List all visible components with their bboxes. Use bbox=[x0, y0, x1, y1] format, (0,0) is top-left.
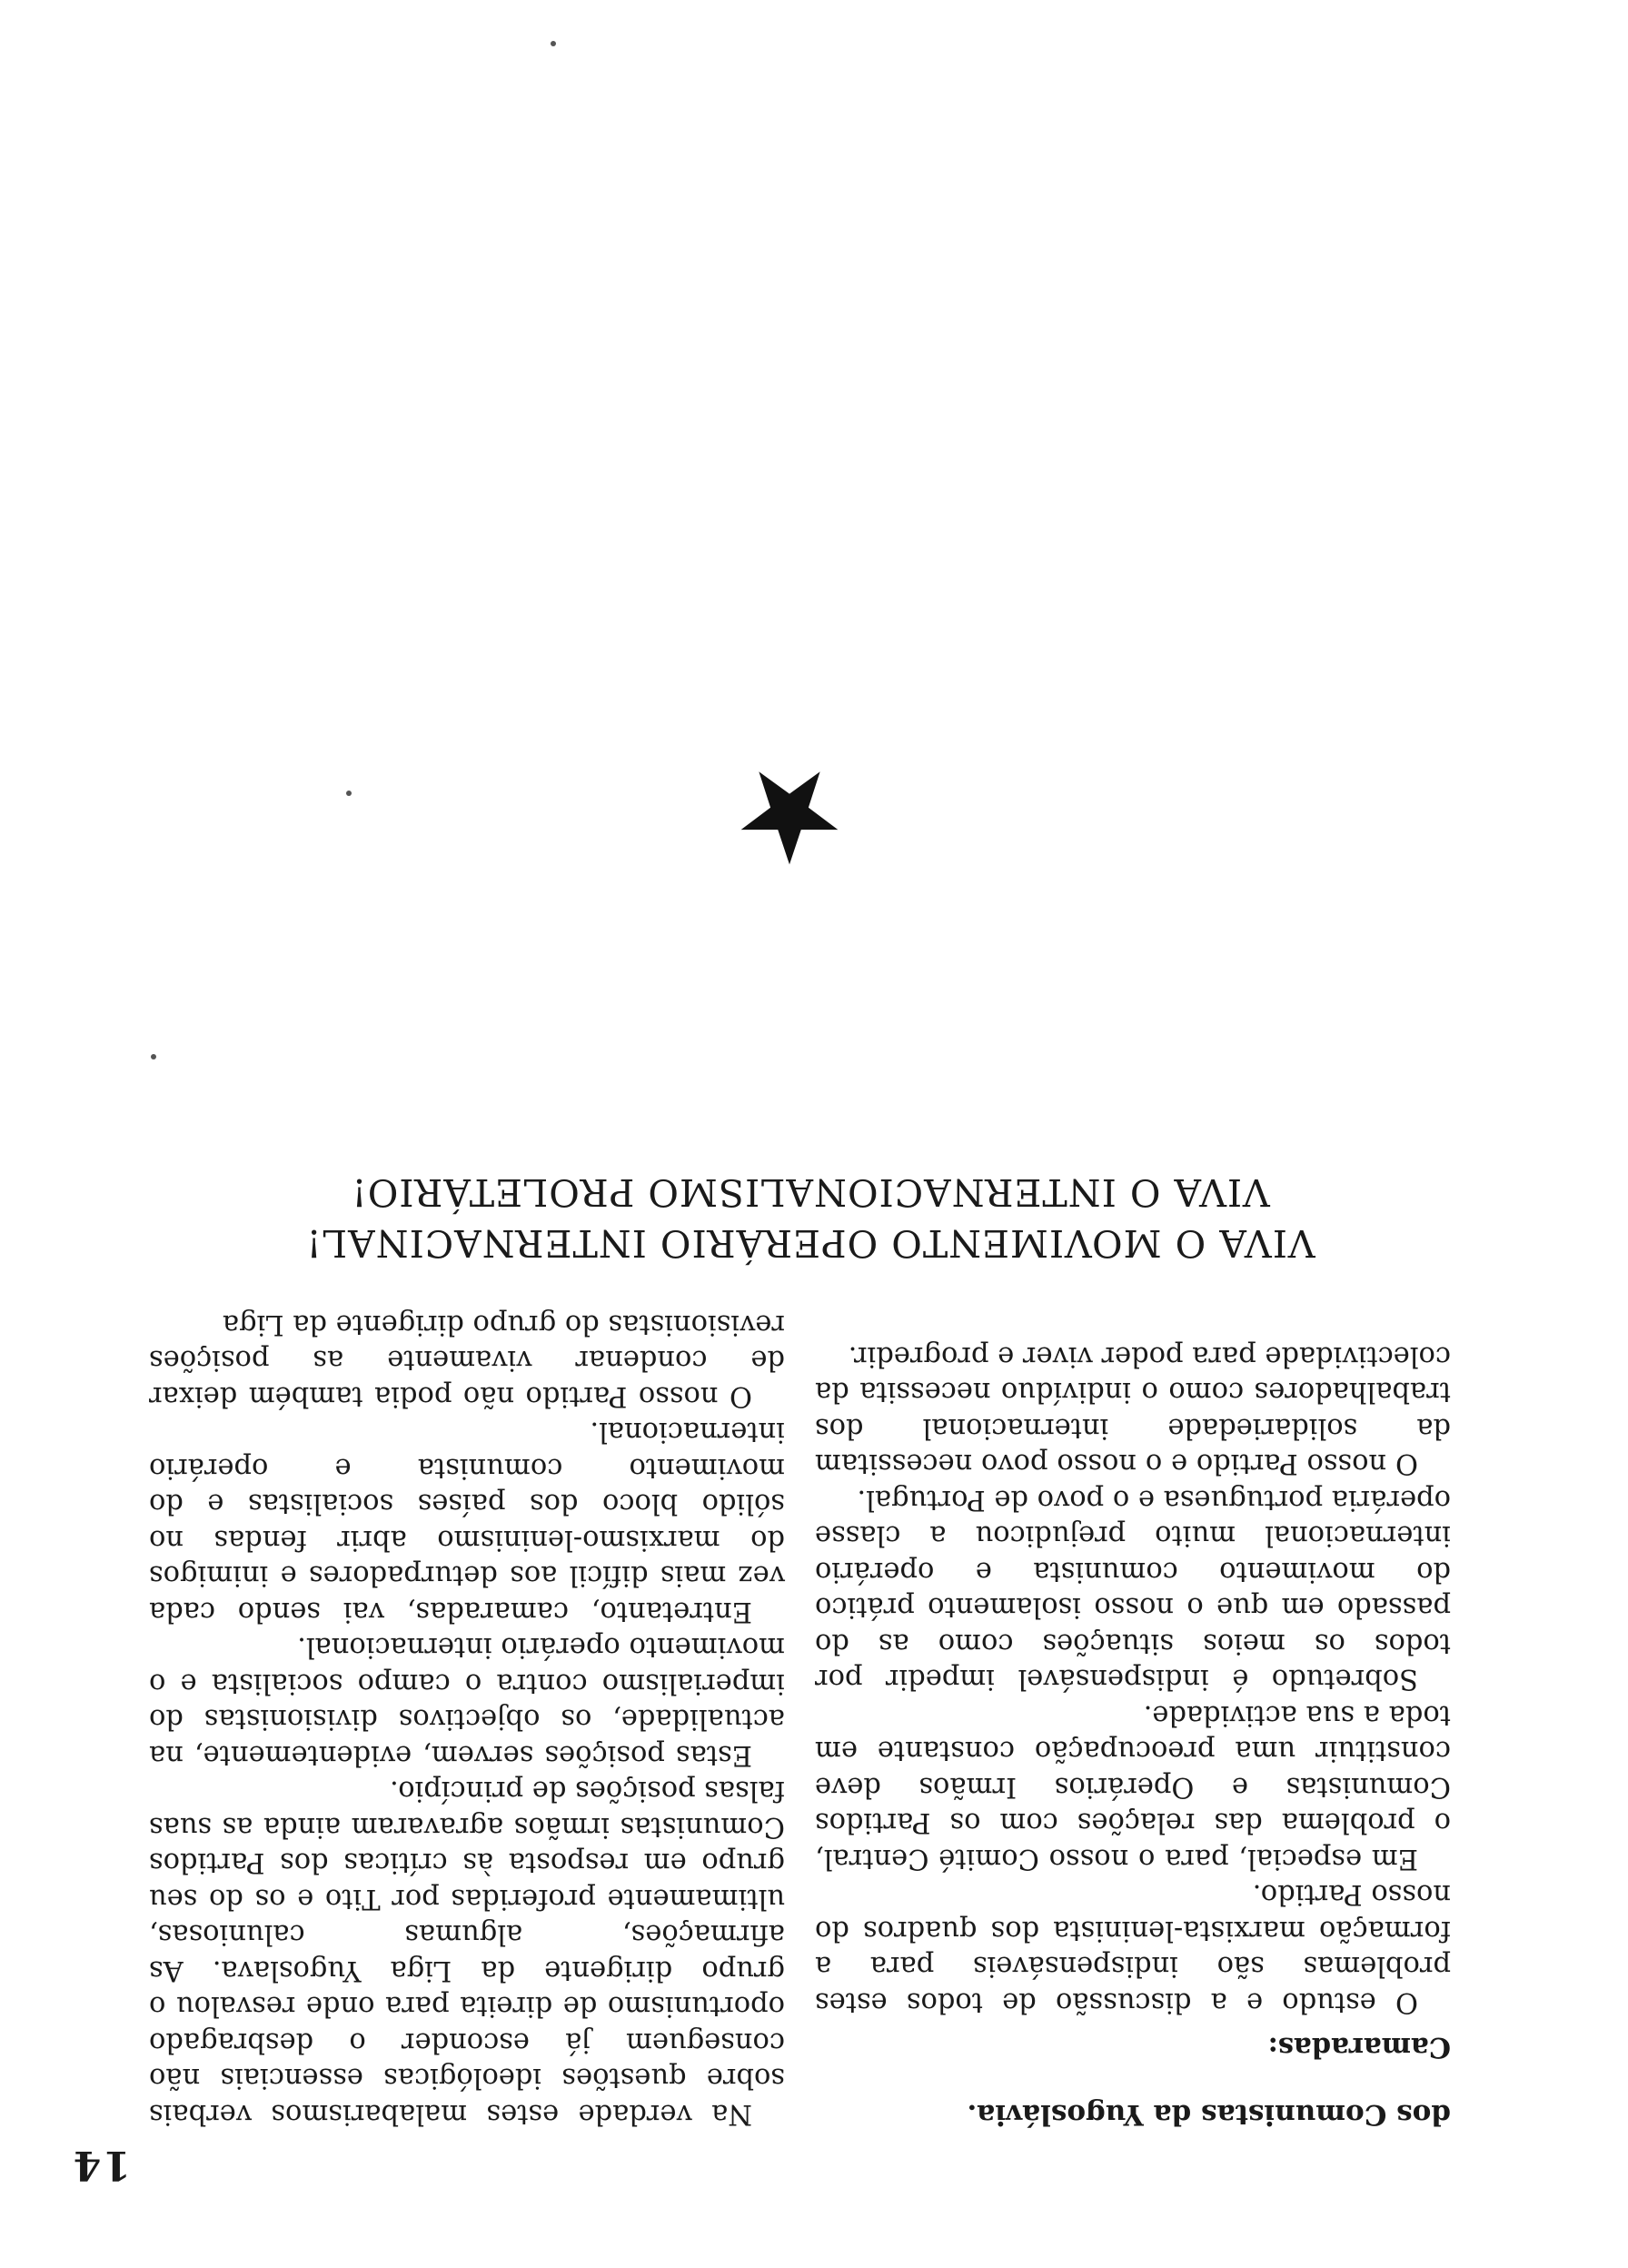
scan-speck bbox=[551, 41, 556, 46]
scan-speck bbox=[346, 791, 352, 796]
star-shape bbox=[741, 771, 839, 864]
paragraph: Sobretudo é indispensável impedir por todos os meios situações como as do passado em que o nosso isolamento prático do movimento comunista e operário internacional muito prejudicou a classe operária portuguesa e o povo de Portugal. bbox=[815, 1484, 1451, 1696]
paragraph: O nosso Partido não podia também deixar de condenar vivamente as posições revisionistas do grupo dirigente da Liga bbox=[149, 1308, 785, 1412]
slogan: VIVA O INTERNACIONALISMO PROLETÁRIO! bbox=[351, 1170, 1270, 1214]
left-column-heading: dos Comunistas da Yugoslávia. bbox=[967, 2098, 1451, 2131]
page-number: 14 bbox=[71, 2142, 131, 2188]
closing-slogans bbox=[256, 1167, 1365, 1268]
paragraph: Estas posições servem, evidentemente, na actualidade, os objectivos divisionistas do imperialismo contra o campo socialista e o movimento operário internacional. bbox=[149, 1631, 785, 1771]
right-column bbox=[149, 1307, 785, 2133]
left-column bbox=[815, 1338, 1451, 2133]
paragraph: Em especial, para o nosso Comité Central, o problema das relações com os Partidos Comunistas e Operários Irmãos deve constituir uma preocupação constante em toda a sua actividade. bbox=[815, 1699, 1451, 1875]
paragraph: Entretanto, camaradas, vai sendo cada vez mais difícil aos deturpadores e inimigos do marxismo-leninismo abrir fendas no sólido bloco dos países socialistas e do movimento comunista e operário internacional. bbox=[149, 1416, 785, 1627]
scan-speck bbox=[151, 1054, 156, 1059]
star-icon bbox=[737, 763, 842, 869]
paragraph: O estudo e a discussão de todos estes problemas são indispensáveis para a formação marxista-leninista dos quadros do nosso Partido. bbox=[815, 1878, 1451, 2018]
slogan: VIVA O MOVIMENTO OPERÁRIO INTERNACINAL! bbox=[305, 1221, 1315, 1265]
paragraph: O nosso Partido e o nosso povo necessitam da solidariedade internacional dos trabalhadores como o indivíduo necessita da colectividade para poder viver e progredir. bbox=[815, 1340, 1451, 1480]
paragraph: Na verdade estes malabarismos verbais sobre questões ideológicas essenciais não conseguem já esconder o desbragado oportunismo de direita para onde resvalou o grupo dirigente da Liga Yugoslava. As afirmações, algumas caluniosas, ultimamente proferidas por Tito e os do seu grupo em resposta às críticas dos Partidos Comunistas irmãos agravaram ainda as suas falsas posições de princípio. bbox=[149, 1775, 785, 2130]
salutation: Camaradas: bbox=[1267, 2031, 1451, 2064]
